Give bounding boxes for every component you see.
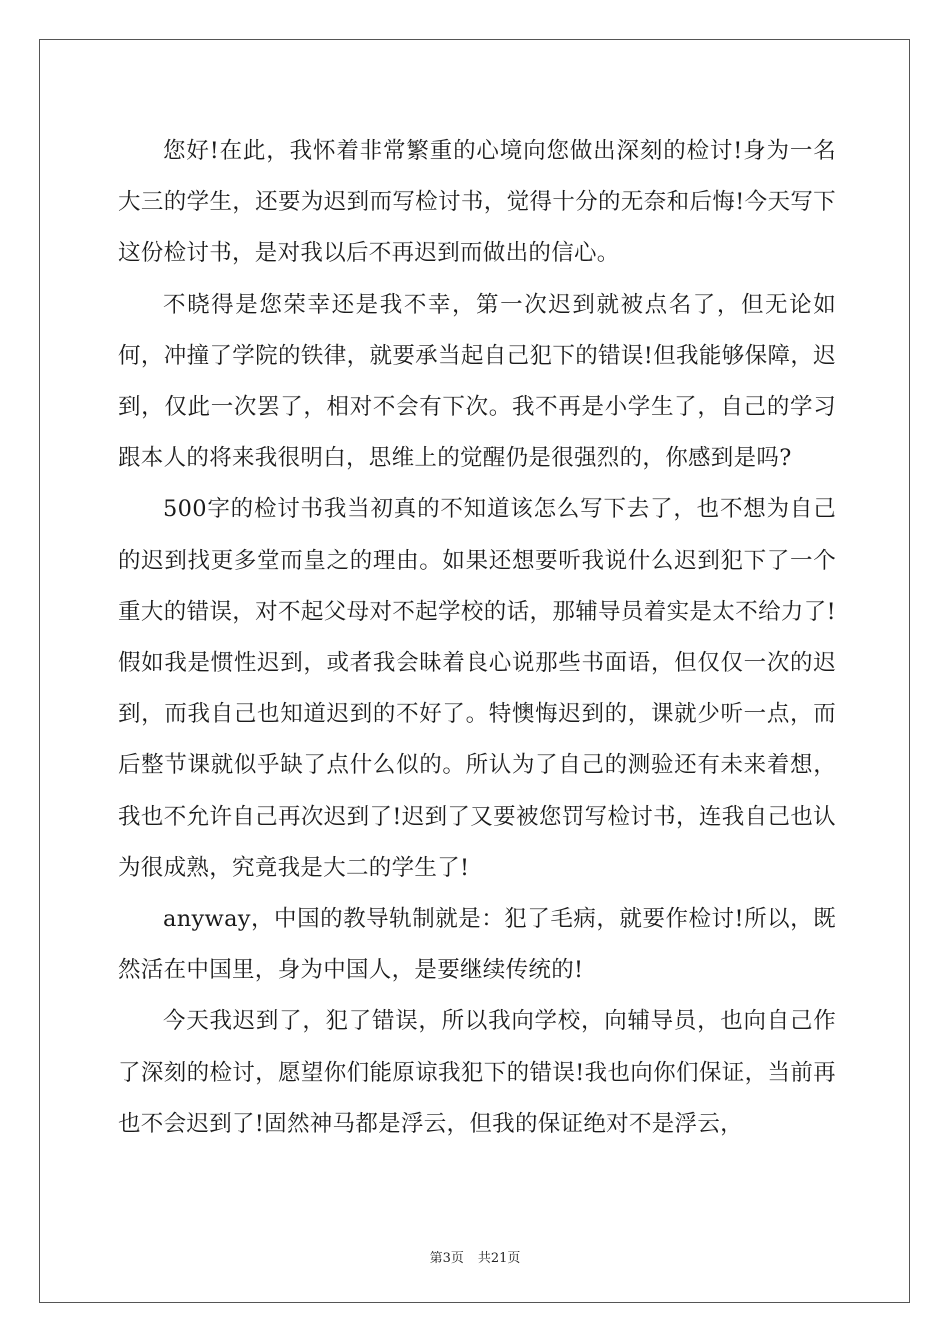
page-number: 第3页	[429, 1251, 464, 1266]
document-body	[118, 126, 836, 1150]
paragraph-1: 您好!在此，我怀着非常繁重的心境向您做出深刻的检讨!身为一名大三的学生，还要为迟到而写检讨书，觉得十分的无奈和后悔!今天写下这份检讨书，是对我以后不再迟到而做出的信心。	[118, 138, 836, 267]
paragraph-4: anyway，中国的教导轨制就是：犯了毛病，就要作检讨!所以，既然活在中国里，身为中国人，是要继续传统的!	[118, 906, 836, 984]
paragraph-3: 500字的检讨书我当初真的不知道该怎么写下去了，也不想为自己的迟到找更多堂而皇之的理由。如果还想要听我说什么迟到犯下了一个重大的错误，对不起父母对不起学校的话，那辅导员着实是太不给力了!假如我是惯性迟到，或者我会昧着良心说那些书面语，但仅仅一次的迟到，而我自己也知道迟到的不好了。特懊悔迟到的，课就少听一点，而后整节课就似乎缺了点什么似的。所认为了自己的测验还有未来着想，我也不允许自己再次迟到了!迟到了又要被您罚写检讨书，连我自己也认为很成熟，究竟我是大二的学生了!	[118, 496, 836, 881]
paragraph-2: 不晓得是您荣幸还是我不幸，第一次迟到就被点名了，但无论如何，冲撞了学院的铁律，就要承当起自己犯下的错误!但我能够保障，迟到，仅此一次罢了，相对不会有下次。我不再是小学生了，自己的学习跟本人的将来我很明白，思维上的觉醒仍是很强烈的，你感到是吗?	[118, 291, 836, 472]
paragraph-5: 今天我迟到了，犯了错误，所以我向学校，向辅导员，也向自己作了深刻的检讨，愿望你们能原谅我犯下的错误!我也向你们保证，当前再也不会迟到了!固然神马都是浮云，但我的保证绝对不是浮云，	[118, 1008, 836, 1137]
page-footer	[0, 1247, 950, 1266]
page-total: 共21页	[477, 1251, 521, 1266]
